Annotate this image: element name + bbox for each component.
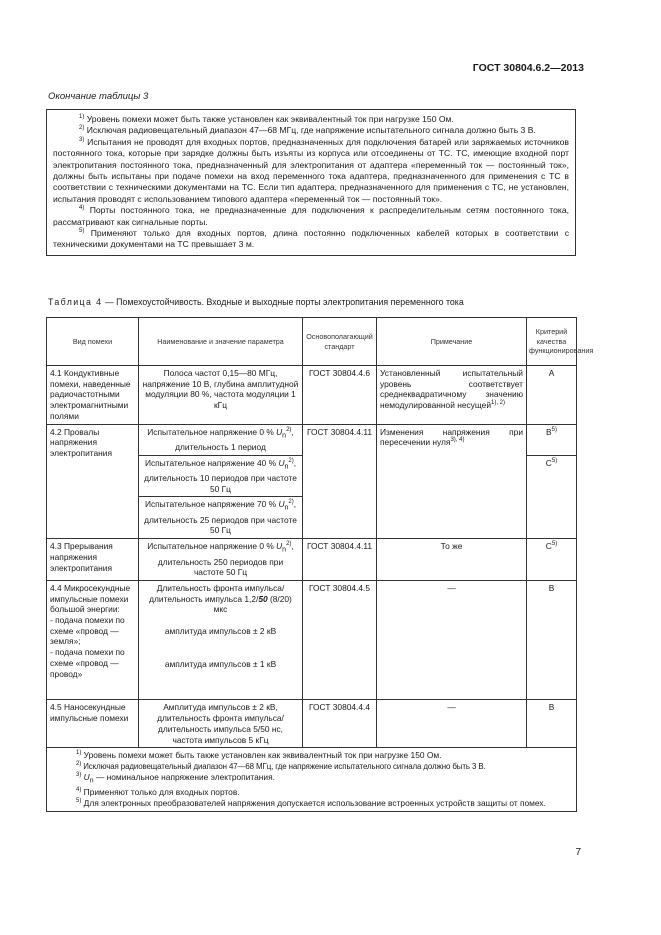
table-row bbox=[47, 539, 577, 581]
table4-note-4: $^{4)}$ Применяют только для входных портов. bbox=[76, 786, 240, 797]
row45-type: 4.5 Наносекундные импульсные помехи bbox=[47, 700, 139, 748]
row42-param2: Испытательное напряжение 40 % $U_n^{2)}$, длительность 10 периодов при частоте 50 Гц bbox=[139, 455, 303, 497]
table4-notes-row bbox=[47, 748, 577, 812]
header-disturbance-type: Вид помехи bbox=[47, 318, 139, 366]
row44-std: ГОСТ 30804.4.5 bbox=[303, 580, 377, 700]
row45-param: Амплитуда импульсов ± 2 кВ, длительность фронта импульса/длительность импульса 5/50 нс, частота импульсов 5 кГц bbox=[139, 700, 303, 748]
row42-criterion-2: $C^{5)}$ bbox=[527, 455, 577, 539]
table4-note-1: $^{1)}$ Уровень помехи может быть также установлен как эквивалентный ток при нагрузке 150 Ом. bbox=[76, 750, 442, 761]
table3-note-5: $^{5)}$ Применяют только для входных портов, длина постоянно подключенных кабелей которых в соответствии с техническими документами на ТС превышает 3 м. bbox=[53, 228, 569, 250]
table-row bbox=[47, 424, 577, 455]
row43-criterion: $C^{5)}$ bbox=[527, 539, 577, 581]
row45-criterion: B bbox=[527, 700, 577, 748]
table3-note-4: $^{4)}$ Порты постоянного тока, не предназначенные для подключения к распределительным сетям постоянного тока, рассматривают как сигнальные порты. bbox=[53, 205, 569, 227]
table3-notes bbox=[46, 109, 576, 256]
row42-param3: Испытательное напряжение 70 % $U_n^{2)}$, длительность 25 периодов при частоте 50 Гц bbox=[139, 497, 303, 539]
row44-note: — bbox=[377, 580, 527, 700]
row45-std: ГОСТ 30804.4.4 bbox=[303, 700, 377, 748]
table4-caption: Таблица 4 — Помехоустойчивость. Входные и выходные порты электропитания переменного тока bbox=[48, 297, 464, 307]
table-row bbox=[47, 366, 577, 425]
row45-note: — bbox=[377, 700, 527, 748]
table4-note-3: $^{3)}$ $U_n$ — номинальное напряжение электропитания. bbox=[76, 772, 275, 785]
header-parameter: Наименование и значение параметра bbox=[139, 318, 303, 366]
row43-note: То же bbox=[377, 539, 527, 581]
table-header-row bbox=[47, 318, 577, 366]
row42-std: ГОСТ 30804.4.11 bbox=[303, 424, 377, 539]
table4 bbox=[46, 317, 594, 812]
document-id: ГОСТ 30804.6.2—2013 bbox=[472, 62, 584, 74]
row41-criterion: А bbox=[527, 366, 577, 425]
table4-note-5: $^{5)}$ Для электронных преобразователей напряжения допускается использование встроенных устройств защиты от помех. bbox=[76, 797, 546, 808]
row41-std: ГОСТ 30804.4.6 bbox=[303, 366, 377, 425]
table-continuation-label: Окончание таблицы 3 bbox=[48, 91, 149, 102]
header-criterion: Критерий качества функционирования bbox=[527, 318, 577, 366]
table3-note-2: $^{2)}$ Исключая радиовещательный диапазон 47—68 МГц, где напряжение испытательного сигнала должно быть 3 В. bbox=[79, 125, 536, 136]
row42-note: Изменения напряжения при пересечении нуля$^{3), 4)}$ bbox=[377, 424, 527, 539]
row44-criterion: B bbox=[527, 580, 577, 700]
table4-notes bbox=[47, 748, 577, 812]
row44-type: 4.4 Микросекундные импульсные помехи большой энергии: - подача помехи по схеме «провод — земля»; - подача помехи по схеме «провод — провод» bbox=[47, 580, 139, 700]
table3-note-3: $^{3)}$ Испытания не проводят для входных портов, предназначенных для подключения батарей или заряжаемых источников постоянного тока, которые при зарядке должны быть изъяты из корпуса или отсоединены от ТС. ТС, имеющие входной порт электропитания постоянного тока, предназначенный для электропитания от адаптера «переменный ток — постоянный ток», должны быть испытаны при подаче помехи на вход переменного тока адаптера, предназначенного для применения с ТС в соответствии с техническими документами на ТС. Если тип адаптера, предназначенного для применения с ТС, не установлен, испытания проводят с использованием типового адаптера «переменный ток — постоянный ток». bbox=[53, 136, 569, 204]
row42-param1: Испытательное напряжение 0 % $U_n^{2)}$, длительность 1 период bbox=[139, 424, 303, 455]
row43-std: ГОСТ 30804.4.11 bbox=[303, 539, 377, 581]
row42-type: 4.2 Провалы напряжения электропитания bbox=[47, 424, 139, 539]
page-number: 7 bbox=[575, 847, 581, 858]
table-row bbox=[47, 700, 577, 748]
row44-param: Длительность фронта импульса/длительность импульса 1,2/50 (8/20) мкс амплитуда импульсов ± 2 кВ амплитуда импульсов ± 1 кВ bbox=[139, 580, 303, 700]
row43-type: 4.3 Прерывания напряжения электропитания bbox=[47, 539, 139, 581]
row41-note: Установленный испытательный уровень соответствует среднеквадратичному значению немодулированной несущей$^{1), 2)}$ bbox=[377, 366, 527, 425]
header-note: Примечание bbox=[377, 318, 527, 366]
row43-param: Испытательное напряжение 0 % $U_n^{2)}$, длительность 250 периодов при частоте 50 Гц bbox=[139, 539, 303, 581]
row41-type: 4.1 Кондуктивные помехи, наведенные радиочастотными электромагнитными полями bbox=[47, 366, 139, 425]
table4-note-2: $^{2)}$ Исключая радиовещательный диапазон 47—68 МГц, где напряжение испытательного сигнала должно быть 3 В. bbox=[76, 761, 486, 772]
row41-param: Полоса частот 0,15—80 МГц, напряжение 10 В, глубина амплитудной модуляции 80 %, частота модуляции 1 кГц bbox=[139, 366, 303, 425]
row42-criterion-1: $B^{5)}$ bbox=[527, 424, 577, 455]
table-row bbox=[47, 580, 577, 700]
header-standard: Основополагающий стандарт bbox=[303, 318, 377, 366]
table3-note-1: $^{1)}$ Уровень помехи может быть также установлен как эквивалентный ток при нагрузке 150 Ом. bbox=[79, 114, 454, 124]
